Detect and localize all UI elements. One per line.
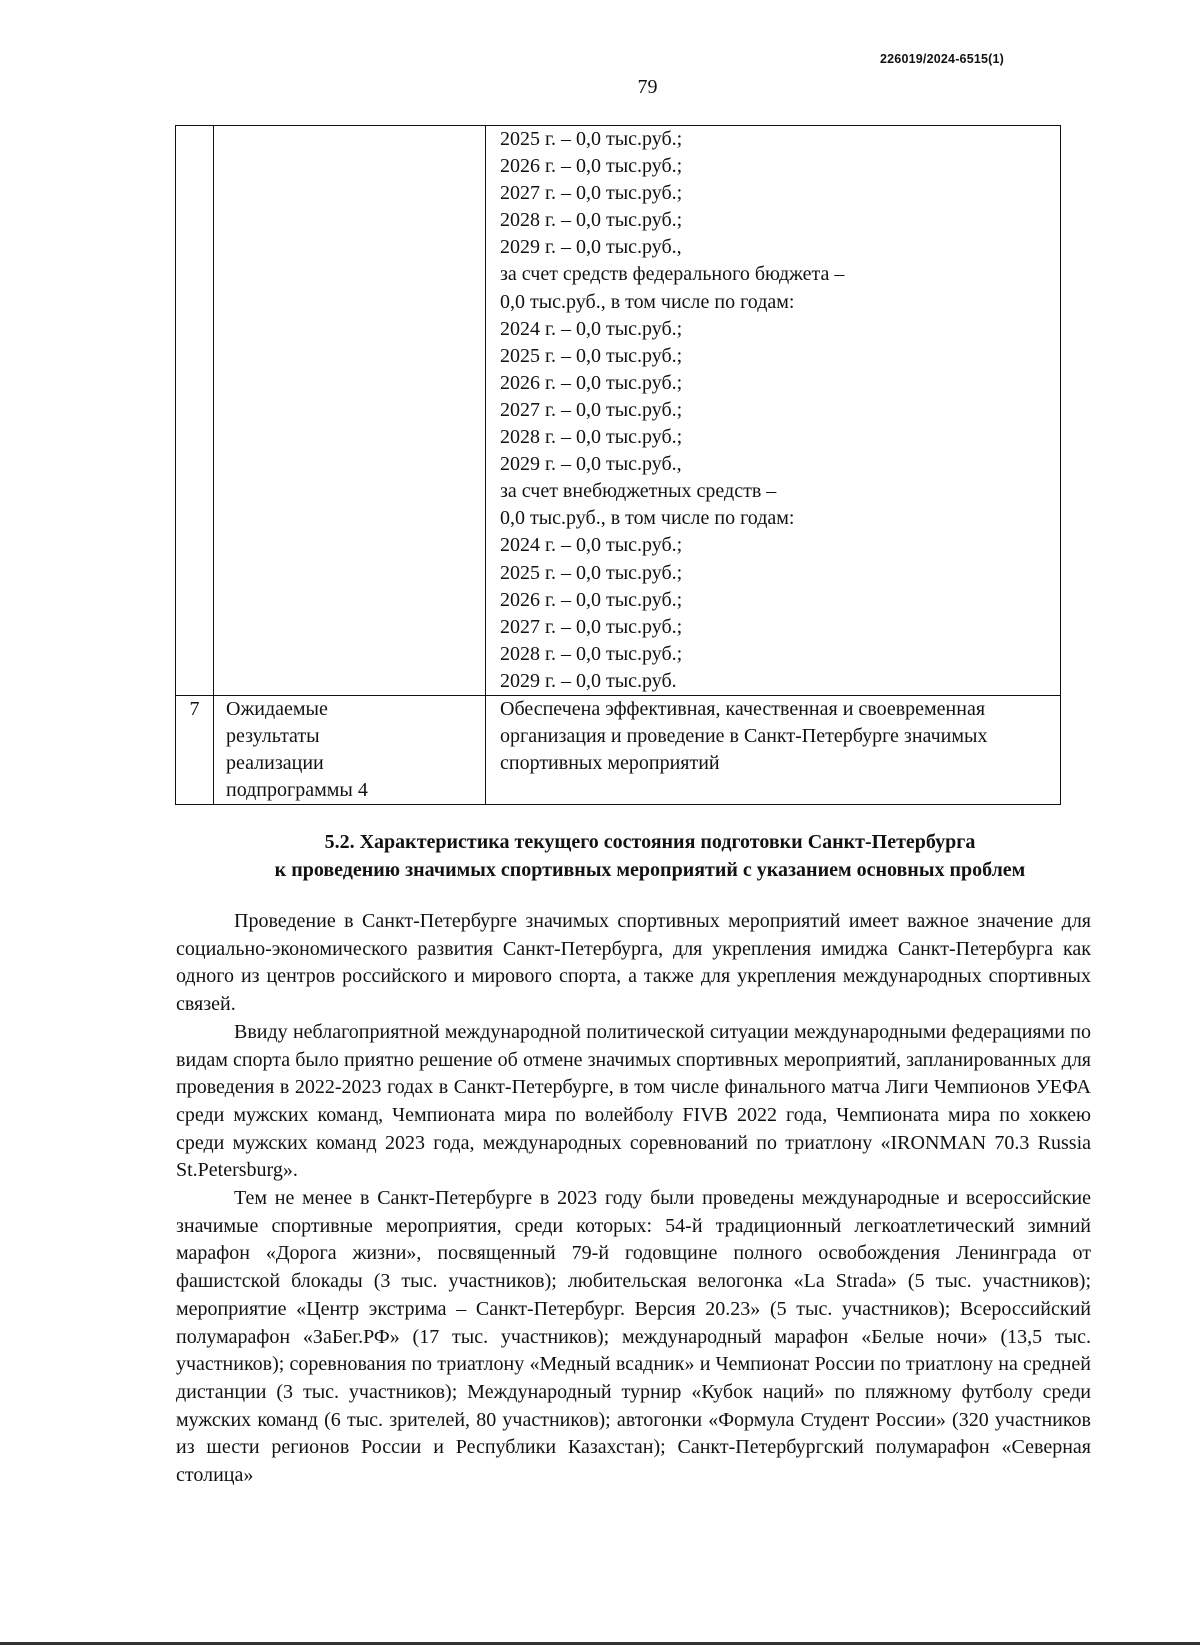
table-line: организация и проведение в Санкт-Петербурге значимых (500, 725, 988, 748)
table-line: за счет средств федерального бюджета – (500, 263, 845, 286)
paragraph: Тем не менее в Санкт-Петербурге в 2023 году были проведены международные и всероссийские значимые спортивные мероприятия, среди которых: 54-й традиционный легкоатлетический зимний марафон «Дорога жизни», посвященный 79-й годовщине полного освобождения Ленинграда от фашистской блокады (3 тыс. участников); любительская велогонка «La Strada» (5 тыс. участников); мероприятие «Центр экстрима – Санкт-Петербург. Версия 20.23» (5 тыс. участников); Всероссийский полумарафон «ЗаБег.РФ» (17 тыс. участников); международный марафон «Белые ночи» (13,5 тыс. участников); соревнования по триатлону «Медный всадник» и Чемпионат России по триатлону на средней дистанции (3 тыс. участников); Международный турнир «Кубок наций» по пляжному футболу среди мужских команд (6 тыс. зрителей, 80 участников); автогонки «Формула Студент России» (320 участников из шести регионов России и Республики Казахстан); Санкт-Петербургский полумарафон «Северная столица» (176, 1187, 1092, 1487)
row-number-cell (176, 126, 214, 696)
table-line: 2027 г. – 0,0 тыс.руб.; (500, 182, 683, 205)
section-heading (175, 828, 1125, 884)
table-line: 2024 г. – 0,0 тыс.руб.; (500, 317, 683, 340)
table-line: 2026 г. – 0,0 тыс.руб.; (500, 155, 683, 178)
table-line: реализации (226, 752, 324, 775)
table-line: 2025 г. – 0,0 тыс.руб.; (500, 561, 683, 584)
table-line: 0,0 тыс.руб., в том числе по годам: (500, 507, 795, 530)
table-line: 2029 г. – 0,0 тыс.руб., (500, 236, 682, 259)
table-line: Обеспечена эффективная, качественная и своевременная (500, 697, 986, 720)
table-line: результаты (226, 725, 320, 748)
table-line: 2027 г. – 0,0 тыс.руб.; (500, 615, 683, 638)
table-line: за счет внебюджетных средств – (500, 480, 777, 503)
table-line: спортивных мероприятий (500, 752, 720, 775)
row-label-cell (214, 695, 486, 804)
section-heading-line: к проведению значимых спортивных мероприятий с указанием основных проблем (274, 859, 1026, 881)
row-number-cell: 7 (176, 695, 214, 804)
table-line: 2028 г. – 0,0 тыс.руб.; (500, 642, 683, 665)
table-line: 2026 г. – 0,0 тыс.руб.; (500, 371, 683, 394)
paragraph: Проведение в Санкт-Петербурге значимых спортивных мероприятий имеет важное значение для социально-экономического развития Санкт-Петербурга, для укрепления имиджа Санкт-Петербурга как одного из центров российского и мирового спорта, а также для укрепления международных спортивных связей. (176, 910, 1091, 1016)
table-line: 2029 г. – 0,0 тыс.руб. (500, 669, 677, 692)
section-body (176, 908, 1091, 1490)
table-line: 2028 г. – 0,0 тыс.руб.; (500, 426, 683, 449)
budget-table (175, 125, 1061, 805)
table-line: 2026 г. – 0,0 тыс.руб.; (500, 588, 683, 611)
section-heading-line: 5.2. Характеристика текущего состояния подготовки Санкт-Петербурга (324, 831, 976, 853)
table-line: 2029 г. – 0,0 тыс.руб., (500, 453, 682, 476)
row-label-cell (214, 126, 486, 696)
table-line: подпрограммы 4 (226, 779, 368, 802)
table-row (176, 126, 1061, 696)
table-line: 2025 г. – 0,0 тыс.руб.; (500, 344, 683, 367)
table-line: 2027 г. – 0,0 тыс.руб.; (500, 398, 683, 421)
row-value-cell (486, 695, 1061, 804)
page-number: 79 (637, 76, 658, 98)
table-line: 2025 г. – 0,0 тыс.руб.; (500, 128, 683, 150)
table-line: Ожидаемые (226, 697, 328, 720)
paragraph: Ввиду неблагоприятной международной политической ситуации международными федерациями по видам спорта было приятно решение об отмене значимых спортивных мероприятий, запланированных для проведения в 2022-2023 годах в Санкт-Петербурге, в том числе финального матча Лиги Чемпионов УЕФА среди мужских команд, Чемпионата мира по волейболу FIVB 2022 года, Чемпионата мира по хоккею среди мужских команд 2023 года, международных соревнований по триатлону «IRONMAN 70.3 Russia St.Petersburg». (176, 1020, 1091, 1182)
document-id: 226019/2024-6515(1) (880, 52, 1005, 66)
table-line: 2028 г. – 0,0 тыс.руб.; (500, 209, 683, 232)
table-line: 2024 г. – 0,0 тыс.руб.; (500, 534, 683, 557)
table-row (176, 695, 1061, 804)
table-line: 0,0 тыс.руб., в том числе по годам: (500, 290, 795, 313)
row-value-cell (486, 126, 1061, 696)
